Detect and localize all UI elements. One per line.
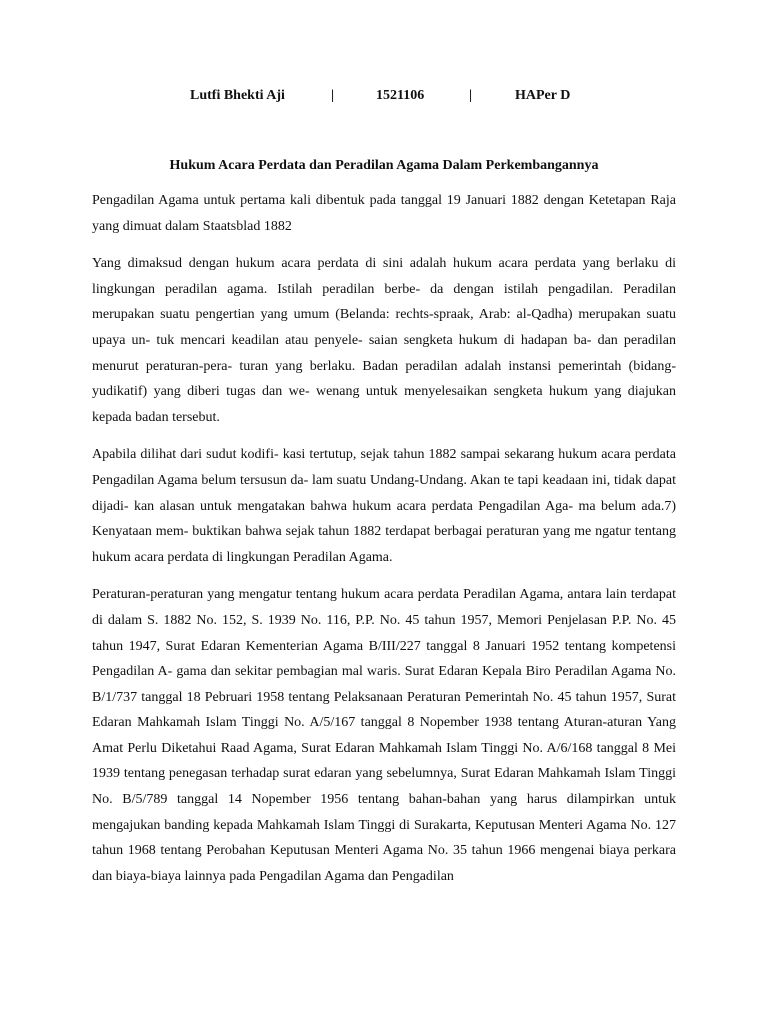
paragraph: Pengadilan Agama untuk pertama kali dibentuk pada tanggal 19 Januari 1882 dengan Ketetapan Raja yang dimuat dalam Staatsblad 1882 bbox=[92, 193, 676, 234]
document-title: Hukum Acara Perdata dan Peradilan Agama Dalam Perkembangannya bbox=[169, 158, 599, 173]
paragraph: Yang dimaksud dengan hukum acara perdata di sini adalah hukum acara perdata yang berlaku di lingkungan peradilan agama. Istilah peradilan berbe- da dengan istilah pengadilan. Peradilan merupakan suatu pengertian yang umum (Belanda: rechts-spraak, Arab: al-Qadha) merupakan suatu upaya un- tuk mencari keadilan atau penyele- saian sengketa hukum di hadapan ba- dan peradilan menurut peraturan-pera- turan yang berlaku. Badan peradilan adalah instansi pemerintah (bidang- yudikatif) yang diberi tugas dan we- wenang untuk menyelesaikan sengketa hukum yang diajukan kepada badan tersebut. bbox=[92, 256, 676, 425]
header-separator: | bbox=[331, 88, 335, 103]
student-id: 1521106 bbox=[376, 88, 425, 103]
paragraph: Peraturan-peraturan yang mengatur tentang hukum acara perdata Peradilan Agama, antara lain terdapat di dalam S. 1882 No. 152, S. 1939 No. 116, P.P. No. 45 tahun 1957, Memori Penjelasan P.P. No. 45 tahun 1947, Surat Edaran Kementerian Agama B/III/227 tanggal 8 Januari 1952 tentang kompetensi Pengadilan A- gama dan sekitar pembagian mal waris. Surat Edaran Kepala Biro Peradilan Agama No. B/1/737 tanggal 18 Pebruari 1958 tentang Pelaksanaan Peraturan Pemerintah No. 45 tahun 1957, Surat Edaran Mahkamah Islam Tinggi No. A/5/167 tanggal 8 Nopember 1938 tentang Aturan-aturan Yang Amat Perlu Diketahui Raad Agama, Surat Edaran Mahkamah Islam Tinggi No. A/6/168 tanggal 8 Mei 1939 tentang penegasan terhadap surat edaran yang sebelumnya, Surat Edaran Mahkamah Islam Tinggi No. B/5/789 tanggal 14 Nopember 1956 tentang bahan-bahan yang harus dilampirkan untuk mengajukan banding kepada Mahkamah Islam Tinggi di Surakarta, Keputusan Menteri Agama No. 127 tahun 1968 tentang Perobahan Keputusan Menteri Agama No. 35 tahun 1966 mengenai biaya perkara dan biaya-biaya lainnya pada Pengadilan Agama dan Pengadilan bbox=[92, 587, 676, 884]
document-body bbox=[92, 188, 676, 901]
header-separator: | bbox=[469, 88, 473, 103]
class-name: HAPer D bbox=[515, 88, 571, 103]
author-name: Lutfi Bhekti Aji bbox=[190, 88, 285, 103]
paragraph: Apabila dilihat dari sudut kodifi- kasi tertutup, sejak tahun 1882 sampai sekarang hukum acara perdata Pengadilan Agama belum tersusun da- lam suatu Undang-Undang. Akan te tapi keadaan ini, tidak dapat dijadi- kan alasan untuk mengatakan bahwa hukum acara perdata Pengadilan Aga- ma belum ada.7) Kenyataan mem- buktikan bahwa sejak tahun 1882 terdapat berbagai peraturan yang me ngatur tentang hukum acara perdata di lingkungan Peradilan Agama. bbox=[92, 447, 676, 565]
author-header bbox=[0, 88, 768, 108]
